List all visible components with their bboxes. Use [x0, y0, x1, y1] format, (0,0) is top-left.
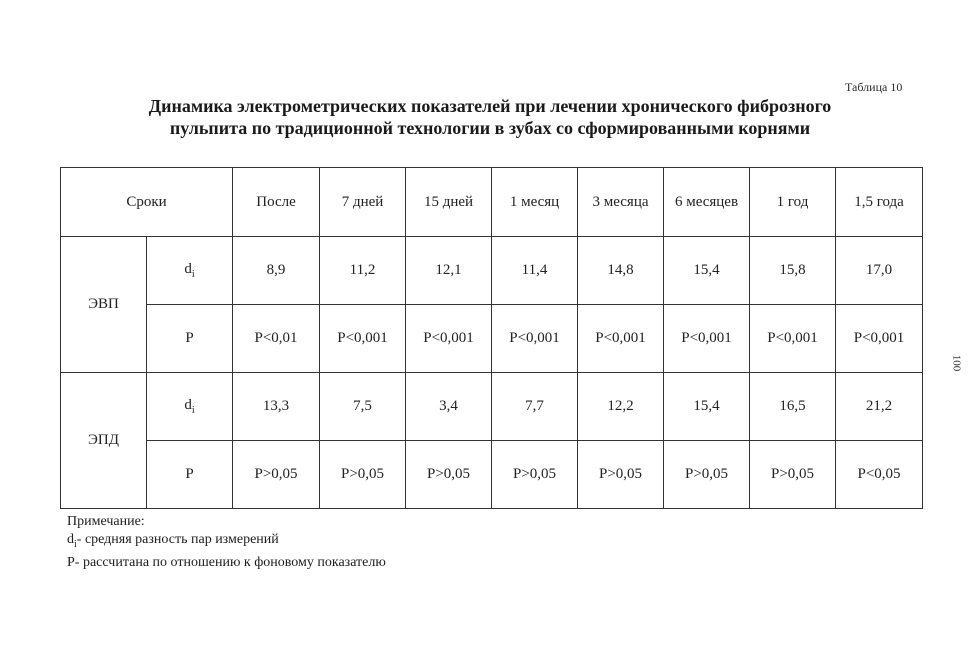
- table-cell: P>0,05: [578, 441, 664, 509]
- table-cell: 11,4: [492, 237, 578, 305]
- table-cell: P>0,05: [750, 441, 836, 509]
- table-cell: 14,8: [578, 237, 664, 305]
- table-row: [61, 441, 923, 509]
- notes-metric-base: d: [67, 532, 74, 547]
- metric-label: [147, 237, 233, 305]
- metric-base: d: [184, 261, 192, 277]
- table-cell: 15,4: [664, 373, 750, 441]
- table-cell: P>0,05: [406, 441, 492, 509]
- table-cell: 21,2: [836, 373, 923, 441]
- header-row: [61, 168, 923, 237]
- table-cell: 3,4: [406, 373, 492, 441]
- table-cell: P<0,001: [578, 305, 664, 373]
- notes-line-1: [67, 531, 386, 554]
- table-notes: [67, 513, 386, 572]
- group-label: ЭПД: [61, 373, 147, 509]
- table-cell: P<0,001: [750, 305, 836, 373]
- title-line-2: пульпита по традиционной технологии в зубах со сформированными корнями: [169, 118, 811, 138]
- metric-label: [147, 305, 233, 373]
- metric-base: P: [185, 330, 194, 346]
- column-header: 1,5 года: [836, 168, 923, 237]
- table-cell: P>0,05: [492, 441, 578, 509]
- table-cell: P>0,05: [664, 441, 750, 509]
- table-cell: P<0,001: [492, 305, 578, 373]
- table-row: [61, 373, 923, 441]
- data-table: [60, 167, 923, 509]
- page-number: 100: [950, 354, 963, 372]
- column-header: 7 дней: [320, 168, 406, 237]
- group-label: ЭВП: [61, 237, 147, 373]
- table-cell: 15,8: [750, 237, 836, 305]
- column-header: После: [233, 168, 320, 237]
- table-cell: P<0,001: [836, 305, 923, 373]
- column-header: 6 месяцев: [664, 168, 750, 237]
- notes-line-2: P- рассчитана по отношению к фоновому показателю: [67, 554, 386, 570]
- table-cell: P>0,05: [320, 441, 406, 509]
- metric-label: [147, 441, 233, 509]
- column-header: 1 год: [750, 168, 836, 237]
- table-row: [61, 237, 923, 305]
- table-cell: 12,1: [406, 237, 492, 305]
- metric-subscript: i: [191, 269, 195, 280]
- notes-heading: Примечание:: [67, 514, 145, 529]
- column-header: 1 месяц: [492, 168, 578, 237]
- table-cell: 12,2: [578, 373, 664, 441]
- metric-base: P: [185, 466, 194, 482]
- corner-header: Сроки: [61, 168, 233, 237]
- table-cell: 11,2: [320, 237, 406, 305]
- metric-subscript: i: [191, 405, 195, 416]
- table-cell: P<0,001: [406, 305, 492, 373]
- column-header: 3 месяца: [578, 168, 664, 237]
- table-cell: P<0,001: [664, 305, 750, 373]
- table-cell: P<0,05: [836, 441, 923, 509]
- table-cell: 13,3: [233, 373, 320, 441]
- metric-base: d: [184, 397, 192, 413]
- table-cell: P<0,001: [320, 305, 406, 373]
- title-line-1: Динамика электрометрических показателей при лечении хронического фиброзного: [148, 96, 832, 116]
- notes-line-1-text: - средняя разность пар измерений: [76, 532, 279, 547]
- metric-label: [147, 373, 233, 441]
- table-cell: 16,5: [750, 373, 836, 441]
- table-cell: 15,4: [664, 237, 750, 305]
- table-cell: 7,5: [320, 373, 406, 441]
- table-cell: P<0,01: [233, 305, 320, 373]
- notes-metric-subscript: i: [74, 538, 77, 550]
- table-number: Таблица 10: [845, 80, 903, 94]
- table-cell: 17,0: [836, 237, 923, 305]
- table-title: [40, 95, 940, 139]
- table-cell: 7,7: [492, 373, 578, 441]
- table-cell: P>0,05: [233, 441, 320, 509]
- table-cell: 8,9: [233, 237, 320, 305]
- table-row: [61, 305, 923, 373]
- column-header: 15 дней: [406, 168, 492, 237]
